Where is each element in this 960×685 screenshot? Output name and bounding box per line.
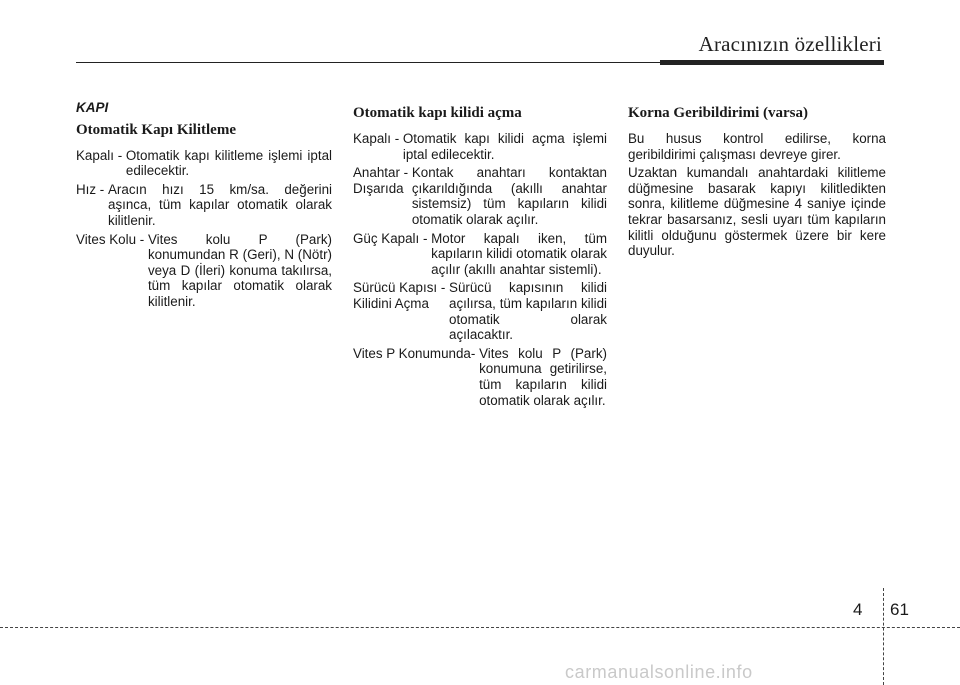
entry-definition: Sürücü kapısının kilidi açılırsa, tüm kapıların kilidi otomatik olarak açılacaktır. [449, 280, 607, 343]
list-item [76, 182, 332, 229]
watermark: carmanualsonline.info [565, 662, 753, 682]
entry-term: Hız - [76, 181, 108, 197]
entry-definition: Kontak anahtarı kontaktan çıkarıldığında (akıllı anahtar sistemsiz) tüm kapıların kilidi otomatik olarak açılır. [411, 165, 607, 227]
entry-definition: Vites kolu P (Park) konumuna getirilirse, tüm kapıların kilidi otomatik olarak açılır. [479, 345, 607, 408]
entry-definition: Otomatik kapı kilitleme işlemi iptal edilecektir. [125, 147, 332, 179]
entry-term: Sürücü Kapısı - Kilidini Açma [353, 280, 446, 311]
entry-term: Güç Kapalı - [353, 230, 432, 246]
entry-term: Vites Kolu - [76, 231, 148, 247]
heading-auto-door-lock: Otomatik Kapı Kilitleme [76, 121, 236, 138]
entry-term: Anahtar - Dışarıda [353, 165, 409, 196]
header-rule-accent [660, 60, 884, 65]
section-label: KAPI [76, 100, 109, 115]
heading-auto-door-unlock: Otomatik kapı kilidi açma [353, 105, 522, 121]
heading-horn-feedback: Korna Geribildirimi (varsa) [628, 105, 808, 121]
list-item [76, 148, 332, 179]
header-rule [76, 62, 660, 63]
list-item [76, 232, 332, 310]
chapter-number: 4 [853, 600, 863, 619]
entry-term: Vites P Konumunda- [353, 345, 480, 361]
entry-term: Kapalı - [76, 147, 126, 163]
entry-definition: Aracın hızı 15 km/sa. değerini aşınca, tüm kapılar otomatik olarak kilitlenir. [108, 181, 332, 228]
entry-definition: Otomatik kapı kilidi açma işlemi iptal edilecektir. [402, 131, 607, 162]
column-middle [353, 100, 607, 411]
column-left [76, 100, 332, 313]
list-item [353, 346, 607, 408]
footer-divider [0, 627, 960, 628]
list-item [353, 131, 607, 162]
entry-term: Kapalı - [353, 131, 403, 146]
entry-definition: Vites kolu P (Park) konumundan R (Geri), N (Nötr) veya D (İleri) konuma takılırsa, tüm kapılar otomatik olarak kilitlenir. [147, 231, 332, 309]
list-item [353, 280, 607, 342]
entry-definition: Motor kapalı iken, tüm kapıların kilidi otomatik olarak açılır (akıllı anahtar sistemli). [431, 230, 607, 277]
column-right [628, 100, 886, 262]
page-number: 61 [890, 600, 909, 619]
list-item [353, 165, 607, 227]
chapter-title: Aracınızın özellikleri [698, 32, 882, 56]
paragraph: Bu husus kontrol edilirse, korna geribildirimi çalışması devreye girer. [628, 131, 886, 162]
paragraph: Uzaktan kumandalı anahtardaki kilitleme düğmesine basarak kapıyı kilitledikten sonra, kilitleme düğmesine 4 saniye içinde tekrar basarsanız, sesli uyarı tüm kapıların kilitli olduğunu göstermek üzere bir kere duyulur. [628, 165, 886, 259]
page-number-divider [883, 588, 884, 685]
list-item [353, 231, 607, 278]
